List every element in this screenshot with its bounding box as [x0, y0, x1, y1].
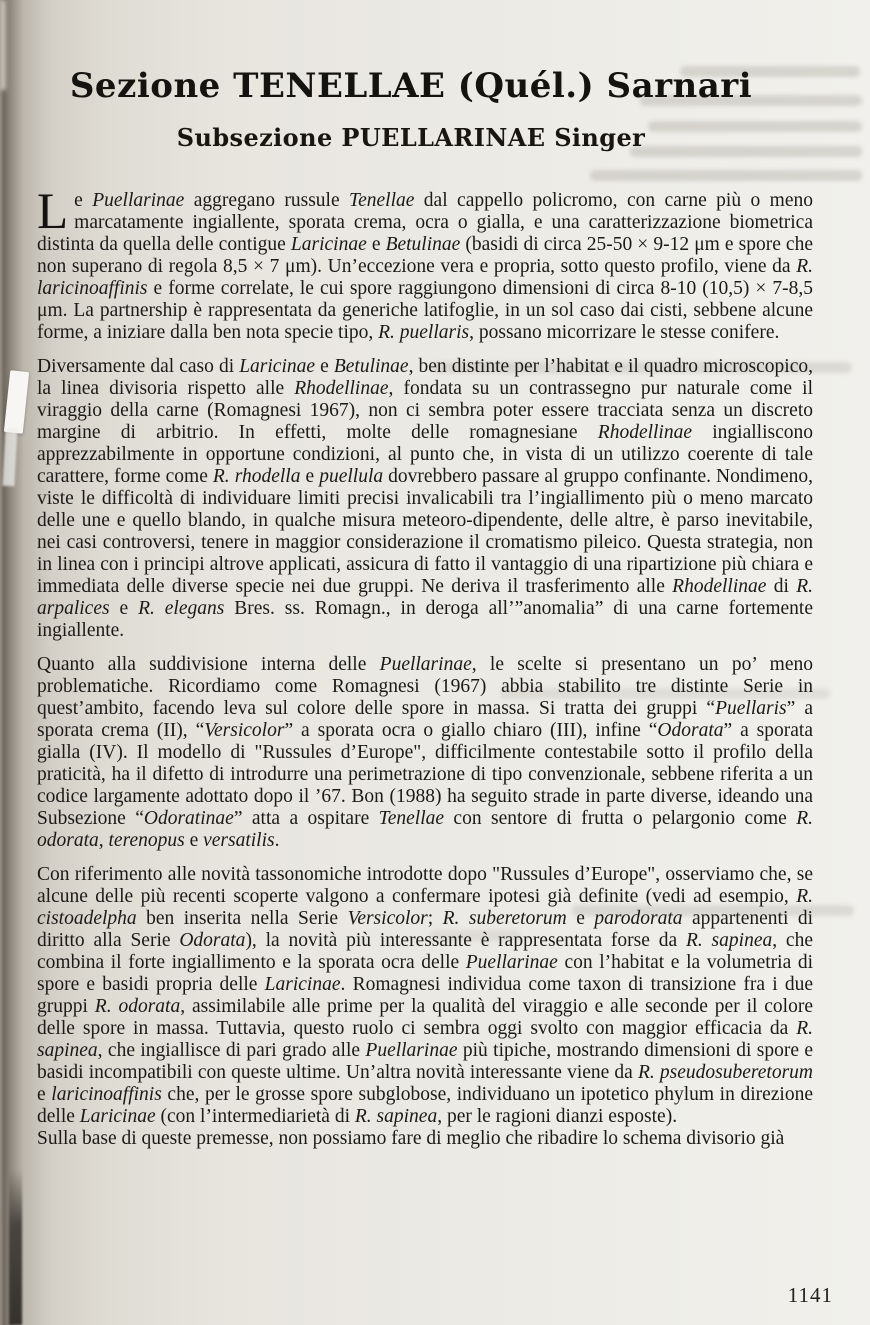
paragraph: Sulla base di queste premesse, non possiamo fare di meglio che ribadire lo schema divisorio già: [37, 1128, 785, 1149]
body-text: [37, 190, 813, 1285]
paragraph: Le Puellarinae aggregano russule Tenellae dal cappello policromo, con carne più o meno marcatamente ingiallente, sporata crema, ocra o gialla, e una caratterizzazione biometrica distinta da quella delle contigue Laricinae e Betulinae (basidi di circa 25-50 × 9-12 μm e spore che non superano di regola 8,5 × 7 μm). Un’eccezione vera e propria, sotto questo profilo, viene da R. laricinoaffinis e forme correlate, le cui spore raggiungono dimensioni di circa 8-10 (10,5) × 7-8,5 μm. La partnership è rappresentata da generiche latifoglie, in un sol caso dai cisti, sebbene alcune forme, a iniziare dalla ben nota specie tipo, R. puellaris, possano micorrizare le stesse conifere.: [37, 190, 813, 343]
subsection-title: Subsezione PUELLARINAE Singer: [176, 123, 646, 152]
page-number: 1141: [787, 1283, 833, 1307]
paragraph: Quanto alla suddivisione interna delle Puellarinae, le scelte si presentano un po’ meno problematiche. Ricordiamo come Romagnesi (1967) abbia stabilito tre distinte Serie in quest’ambito, facendo leva sul colore delle spore in massa. Si tratta dei gruppi “Puellaris” a sporata crema (II), “Versicolor” a sporata ocra o giallo chiaro (III), infine “Odorata” a sporata gialla (IV). Il modello di "Russules d’Europe", difficilmente contestabile sotto il profilo della praticità, ha il difetto di introdurre una perimetrazione di tipo convenzionale, sebbene riferita a un codice largamente adottato dopo il ’67. Bon (1988) ha seguito strade in parte diverse, ideando una Subsezione “Odoratinae” atta a ospitare Tenellae con sentore di frutta o pelargonio come R. odorata, terenopus e versatilis.: [37, 654, 813, 851]
spine-shadow: [9, 1170, 22, 1325]
drop-cap: L: [37, 190, 69, 240]
tape-artifact: [4, 370, 29, 434]
section-title: Sezione TENELLAE (Quél.) Sarnari: [69, 66, 753, 106]
paragraph: Diversamente dal caso di Laricinae e Betulinae, ben distinte per l’habitat e il quadro microscopico, la linea divisoria rispetto alle Rhodellinae, fondata su un contrassegno pur naturale come il viraggio della carne (Romagnesi 1967), non ci sembra poter essere tracciata senza un discreto margine di arbitrio. In effetti, molte delle romagnesiane Rhodellinae ingialliscono apprezzabilmente in opportune condizioni, al punto che, in vista di un utilizzo coerente di tale carattere, forme come R. rhodella e puellula dovrebbero passare al gruppo confinante. Nondimeno, viste le difficoltà di individuare limiti precisi invalicabili tra l’ingiallimento più o meno marcato delle une e quello blando, in qualche misura meteoro-dipendente, delle altre, è parso inevitabile, nei casi controversi, tenere in maggior considerazione il cromatismo pileico. Questa strategia, non in linea con i principi altrove applicati, assicura di fatto il vantaggio di una ripartizione più chiara e immediata delle diverse specie nei due gruppi. Ne deriva il trasferimento alle Rhodellinae di R. arpalices e R. elegans Bres. ss. Romagn., in deroga all’”anomalia” di una carne fortemente ingiallente.: [37, 356, 813, 641]
page-header: [0, 66, 870, 152]
paragraph: Con riferimento alle novità tassonomiche introdotte dopo "Russules d’Europe", osserviamo che, se alcune delle più recenti scoperte valgono a confermare ipotesi già definite (vedi ad esempio, R. cistoadelpha ben inserita nella Serie Versicolor; R. suberetorum e parodorata appartenenti di diritto alla Serie Odorata), la novità più interessante è rappresentata forse da R. sapinea, che combina il forte ingiallimento e la sporata ocra delle Puellarinae con l’habitat e la volumetria di spore e basidi propria delle Laricinae. Romagnesi individua come taxon di transizione fra i due gruppi R. odorata, assimilabile alle prime per la qualità del viraggio e alle seconde per il colore delle spore in massa. Tuttavia, questo ruolo ci sembra oggi svolto con maggior efficacia da R. sapinea, che ingiallisce di pari grado alle Puellarinae più tipiche, mostrando dimensioni di spore e basidi incompatibili con queste ultime. Un’altra novità interessante viene da R. pseudosuberetorum e laricinoaffinis che, per le grosse spore subglobose, individuano un ipotetico phylum in direzione delle Laricinae (con l’intermediarietà di R. sapinea, per le ragioni dianzi esposte).: [37, 864, 813, 1127]
tape-artifact: [2, 428, 17, 487]
bleedthrough-artifact: [590, 170, 862, 181]
